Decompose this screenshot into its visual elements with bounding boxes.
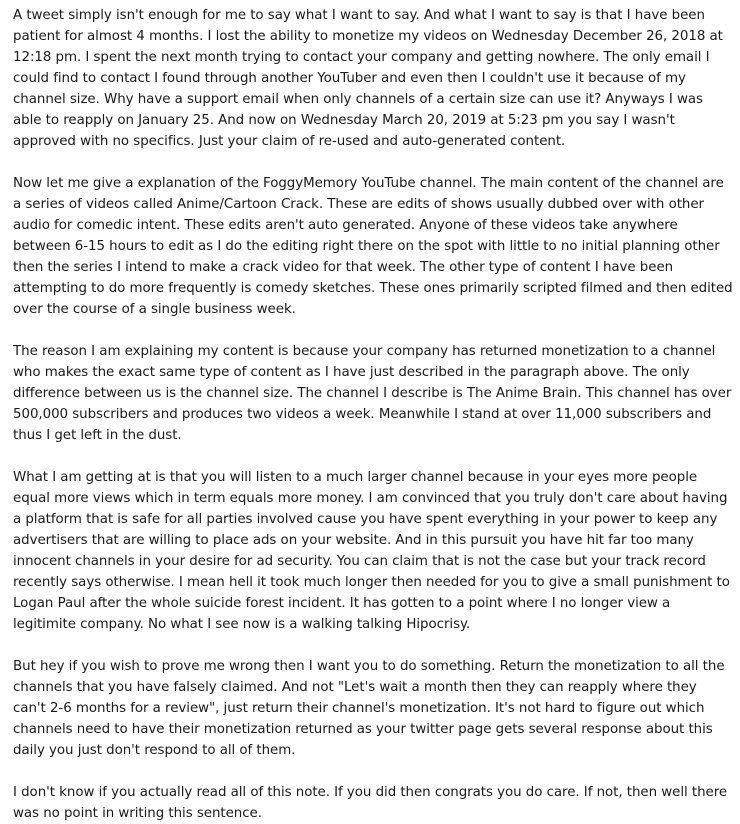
paragraph-patience: A tweet simply isn't enough for me to say what I want to say. And what I want to say is that I have been patient for almost 4 months. I lost the ability to monetize my videos on Wednesday December 26, 2018 at 12:18 pm. I spent the next month trying to contact your company and getting nowhere. The only email I could find to contact I found through another YouTuber and even then I couldn't use it because of my channel size. Why have a support email when only channels of a certain size can use it? Anyways I was able to reapply on January 25. And now on Wednesday March 20, 2019 at 5:23 pm you say I wasn't approved with no specifics. Just your claim of re-used and auto-generated content. bbox=[13, 8, 723, 149]
note-document bbox=[13, 5, 733, 824]
paragraph-comparison: The reason I am explaining my content is because your company has returned monetization to a channel who makes the exact same type of content as I have just described in the paragraph above. The only difference between us is the channel size. The channel I describe is The Anime Brain. This channel has over 500,000 subscribers and produces two videos a week. Meanwhile I stand at over 11,000 subscribers and thus I get left in the dust. bbox=[13, 344, 732, 443]
paragraph-criticism: What I am getting at is that you will listen to a much larger channel because in your eyes more people equal more views which in term equals more money. I am convinced that you truly don't care about having a platform that is safe for all parties involved cause you have spent everything in your power to keep any advertisers that are willing to place ads on your website. And in this pursuit you have hit far too many innocent channels in your desire for ad security. You can claim that is not the case but your track record recently says otherwise. I mean hell it took much longer then needed for you to give a small punishment to Logan Paul after the whole suicide forest incident. It has gotten to a point where I no longer view a legitimite company. No what I see now is a walking talking Hipocrisy. bbox=[13, 470, 730, 632]
paragraph-channel-explanation: Now let me give a explanation of the FoggyMemory YouTube channel. The main content of the channel are a series of videos called Anime/Cartoon Crack. These are edits of shows usually dubbed over with other audio for comedic intent. These edits aren't auto generated. Anyone of these videos take anywhere between 6-15 hours to edit as I do the editing right there on the spot with little to no initial planning other then the series I intend to make a crack video for that week. The other type of content I have been attempting to do more frequently is comedy sketches. These ones primarily scripted filmed and then edited over the course of a single business week. bbox=[13, 176, 733, 317]
paragraph-request: But hey if you wish to prove me wrong then I want you to do something. Return the monetization to all the channels that you have falsely claimed. And not "Let's wait a month then they can reapply where they can't 2-6 months for a review", just return their channel's monetization. It's not hard to figure out which channels need to have their monetization returned as your twitter page gets several response about this daily you just don't respond to all of them. bbox=[13, 659, 725, 758]
paragraph-closing: I don't know if you actually read all of this note. If you did then congrats you do care. If not, then well there was no point in writing this sentence. bbox=[13, 785, 728, 821]
